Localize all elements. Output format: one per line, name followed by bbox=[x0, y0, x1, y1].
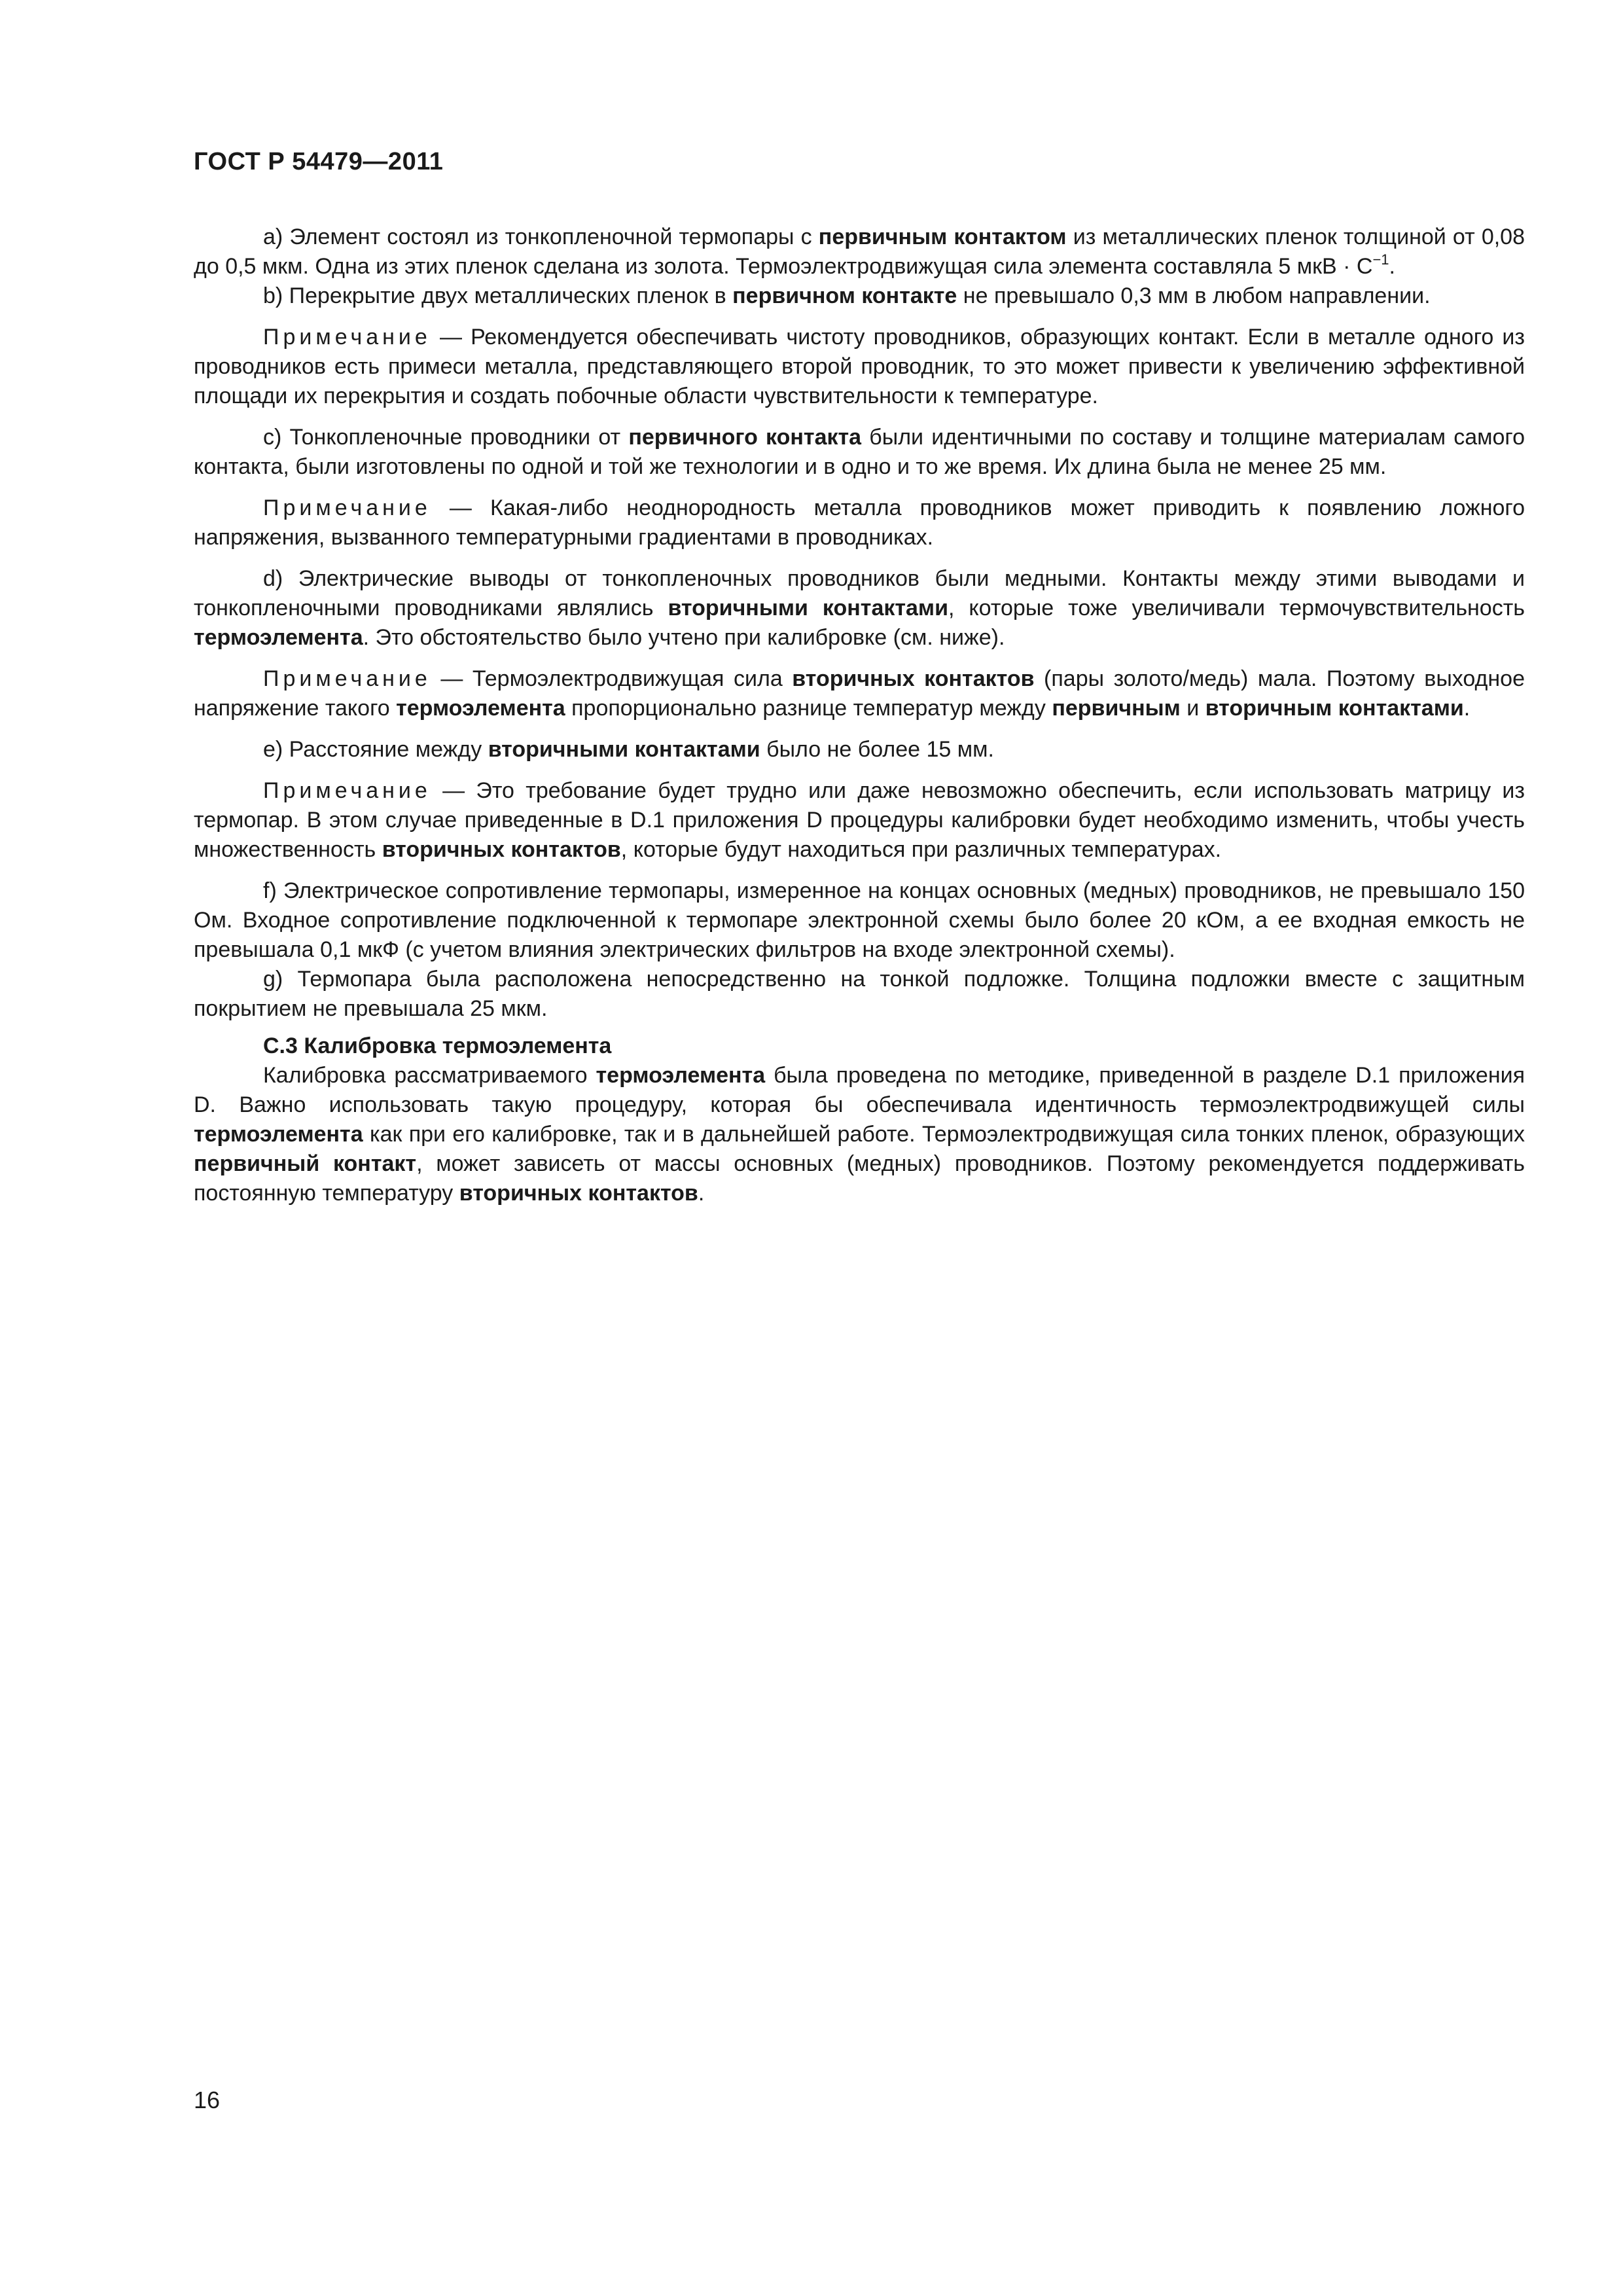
note-label: Примечание bbox=[263, 778, 431, 803]
text-run: , которые тоже увеличивали термочувствительность bbox=[948, 596, 1525, 620]
text-run: было не более 15 мм. bbox=[760, 737, 994, 762]
paragraph-c3 bbox=[194, 1061, 1525, 1208]
bold-term: вторичных контактов bbox=[792, 666, 1035, 691]
note-2 bbox=[194, 493, 1525, 552]
bold-term: первичным bbox=[1052, 696, 1181, 721]
text-run: е) Расстояние между bbox=[263, 737, 488, 762]
bold-term: вторичными контактами bbox=[668, 596, 948, 620]
text-run: — Рекомендуется обеспечивать чистоту проводников, образующих контакт. Если в металле одного из проводников есть примеси металла, представляющего второй проводник, то это может привести к увеличению эффективной площади их перекрытия и создать побочные области чувствительности к температуре. bbox=[194, 325, 1525, 408]
text-run: . bbox=[1463, 696, 1471, 721]
text-run: как при его калибровке, так и в дальнейшей работе. Термоэлектродвижущая сила тонких пленок, образующих bbox=[363, 1122, 1525, 1147]
bold-term: первичного контакта bbox=[628, 425, 862, 450]
page-number: 16 bbox=[194, 2087, 221, 2113]
bold-term: первичным контактом bbox=[818, 224, 1067, 249]
paragraph-g: g) Термопара была расположена непосредственно на тонкой подложке. Толщина подложки вместе с защитным покрытием не превышала 25 мкм. bbox=[194, 967, 1525, 1021]
note-1 bbox=[194, 323, 1525, 411]
bold-term: первичном контакте bbox=[732, 283, 957, 308]
bold-term: термоэлемента bbox=[396, 696, 565, 721]
note-4 bbox=[194, 776, 1525, 865]
paragraph-f: f) Электрическое сопротивление термопары, измеренное на концах основных (медных) проводников, не превышало 150 Ом. Входное сопротивление подключенной к термопаре электронной схемы было более 20 кОм, а ее входная емкость не превышала 0,1 мкФ (с учетом влияния электрических фильтров на входе электронной схемы). bbox=[194, 878, 1525, 962]
text-run: пропорционально разнице температур между bbox=[565, 696, 1052, 721]
text-run: были идентичными по составу и толщине материалам самого контакта, были изготовлены по одной и той же технологии и в одно и то же время. Их длина была не менее 25 мм. bbox=[194, 425, 1525, 479]
paragraph-c bbox=[194, 423, 1525, 482]
section-title-c3: С.3 Калибровка термоэлемента bbox=[263, 1033, 612, 1058]
paragraph-b bbox=[194, 281, 1525, 311]
superscript: −1 bbox=[1372, 251, 1389, 268]
text-run: . Это обстоятельство было учтено при калибровке (см. ниже). bbox=[363, 625, 1005, 650]
bold-term: вторичных контактов bbox=[459, 1181, 698, 1206]
text-run: — Какая-либо неоднородность металла проводников может приводить к появлению ложного напряжения, вызванного температурными градиентами в проводниках. bbox=[194, 495, 1525, 550]
text-run: — Это требование будет трудно или даже невозможно обеспечить, если использовать матрицу из термопар. В этом случае приведенные в D.1 приложения D процедуры калибровки будет необходимо изменить, чтобы учесть множественность bbox=[194, 778, 1525, 862]
document-header: ГОСТ Р 54479—2011 bbox=[194, 148, 444, 175]
text-run: , которые будут находиться при различных температурах. bbox=[620, 837, 1222, 862]
text-run: и bbox=[1180, 696, 1205, 721]
note-label: Примечание bbox=[263, 325, 431, 350]
bold-term: вторичных контактов bbox=[382, 837, 621, 862]
text-run: — Термоэлектродвижущая сила bbox=[431, 666, 793, 691]
text-run: (пары золото/медь) мала. Поэтому выходное напряжение такого bbox=[194, 666, 1525, 721]
paragraph-e bbox=[194, 735, 1525, 764]
text-run: была проведена по методике, приведенной в разделе D.1 приложения D. Важно использовать такую процедуру, которая бы обеспечивала идентичность термоэлектродвижущей силы bbox=[194, 1063, 1525, 1117]
document-body bbox=[194, 223, 1525, 1208]
bold-term: термоэлемента bbox=[194, 1122, 363, 1147]
text-run: b) Перекрытие двух металлических пленок в bbox=[263, 283, 733, 308]
note-label: Примечание bbox=[263, 666, 431, 691]
note-label: Примечание bbox=[263, 495, 431, 520]
text-run: . bbox=[698, 1181, 705, 1206]
text-run: не превышало 0,3 мм в любом направлении. bbox=[957, 283, 1431, 308]
bold-term: вторичным контактами bbox=[1205, 696, 1464, 721]
bold-term: вторичными контактами bbox=[488, 737, 760, 762]
text-run: . bbox=[1389, 254, 1395, 279]
bold-term: термоэлемента bbox=[596, 1063, 766, 1088]
text-run: d) Электрические выводы от тонкопленочных проводников были медными. Контакты между этими выводами и тонкопленочными проводниками являлись bbox=[194, 566, 1525, 620]
text-run: Калибровка рассматриваемого bbox=[263, 1063, 596, 1088]
bold-term: термоэлемента bbox=[194, 625, 363, 650]
paragraph-d bbox=[194, 564, 1525, 653]
text-run: , может зависеть от массы основных (медных) проводников. Поэтому рекомендуется поддерживать постоянную температуру bbox=[194, 1151, 1525, 1206]
text-run: с) Тонкопленочные проводники от bbox=[263, 425, 629, 450]
text-run: а) Элемент состоял из тонкопленочной термопары с bbox=[263, 224, 819, 249]
text-run: из металлических пленок толщиной от 0,08 до 0,5 мкм. Одна из этих пленок сделана из золота. Термоэлектродвижущая сила элемента составляла 5 мкВ · С bbox=[194, 224, 1525, 279]
note-3 bbox=[194, 664, 1525, 723]
paragraph-a bbox=[194, 223, 1525, 281]
bold-term: первичный контакт bbox=[194, 1151, 417, 1176]
